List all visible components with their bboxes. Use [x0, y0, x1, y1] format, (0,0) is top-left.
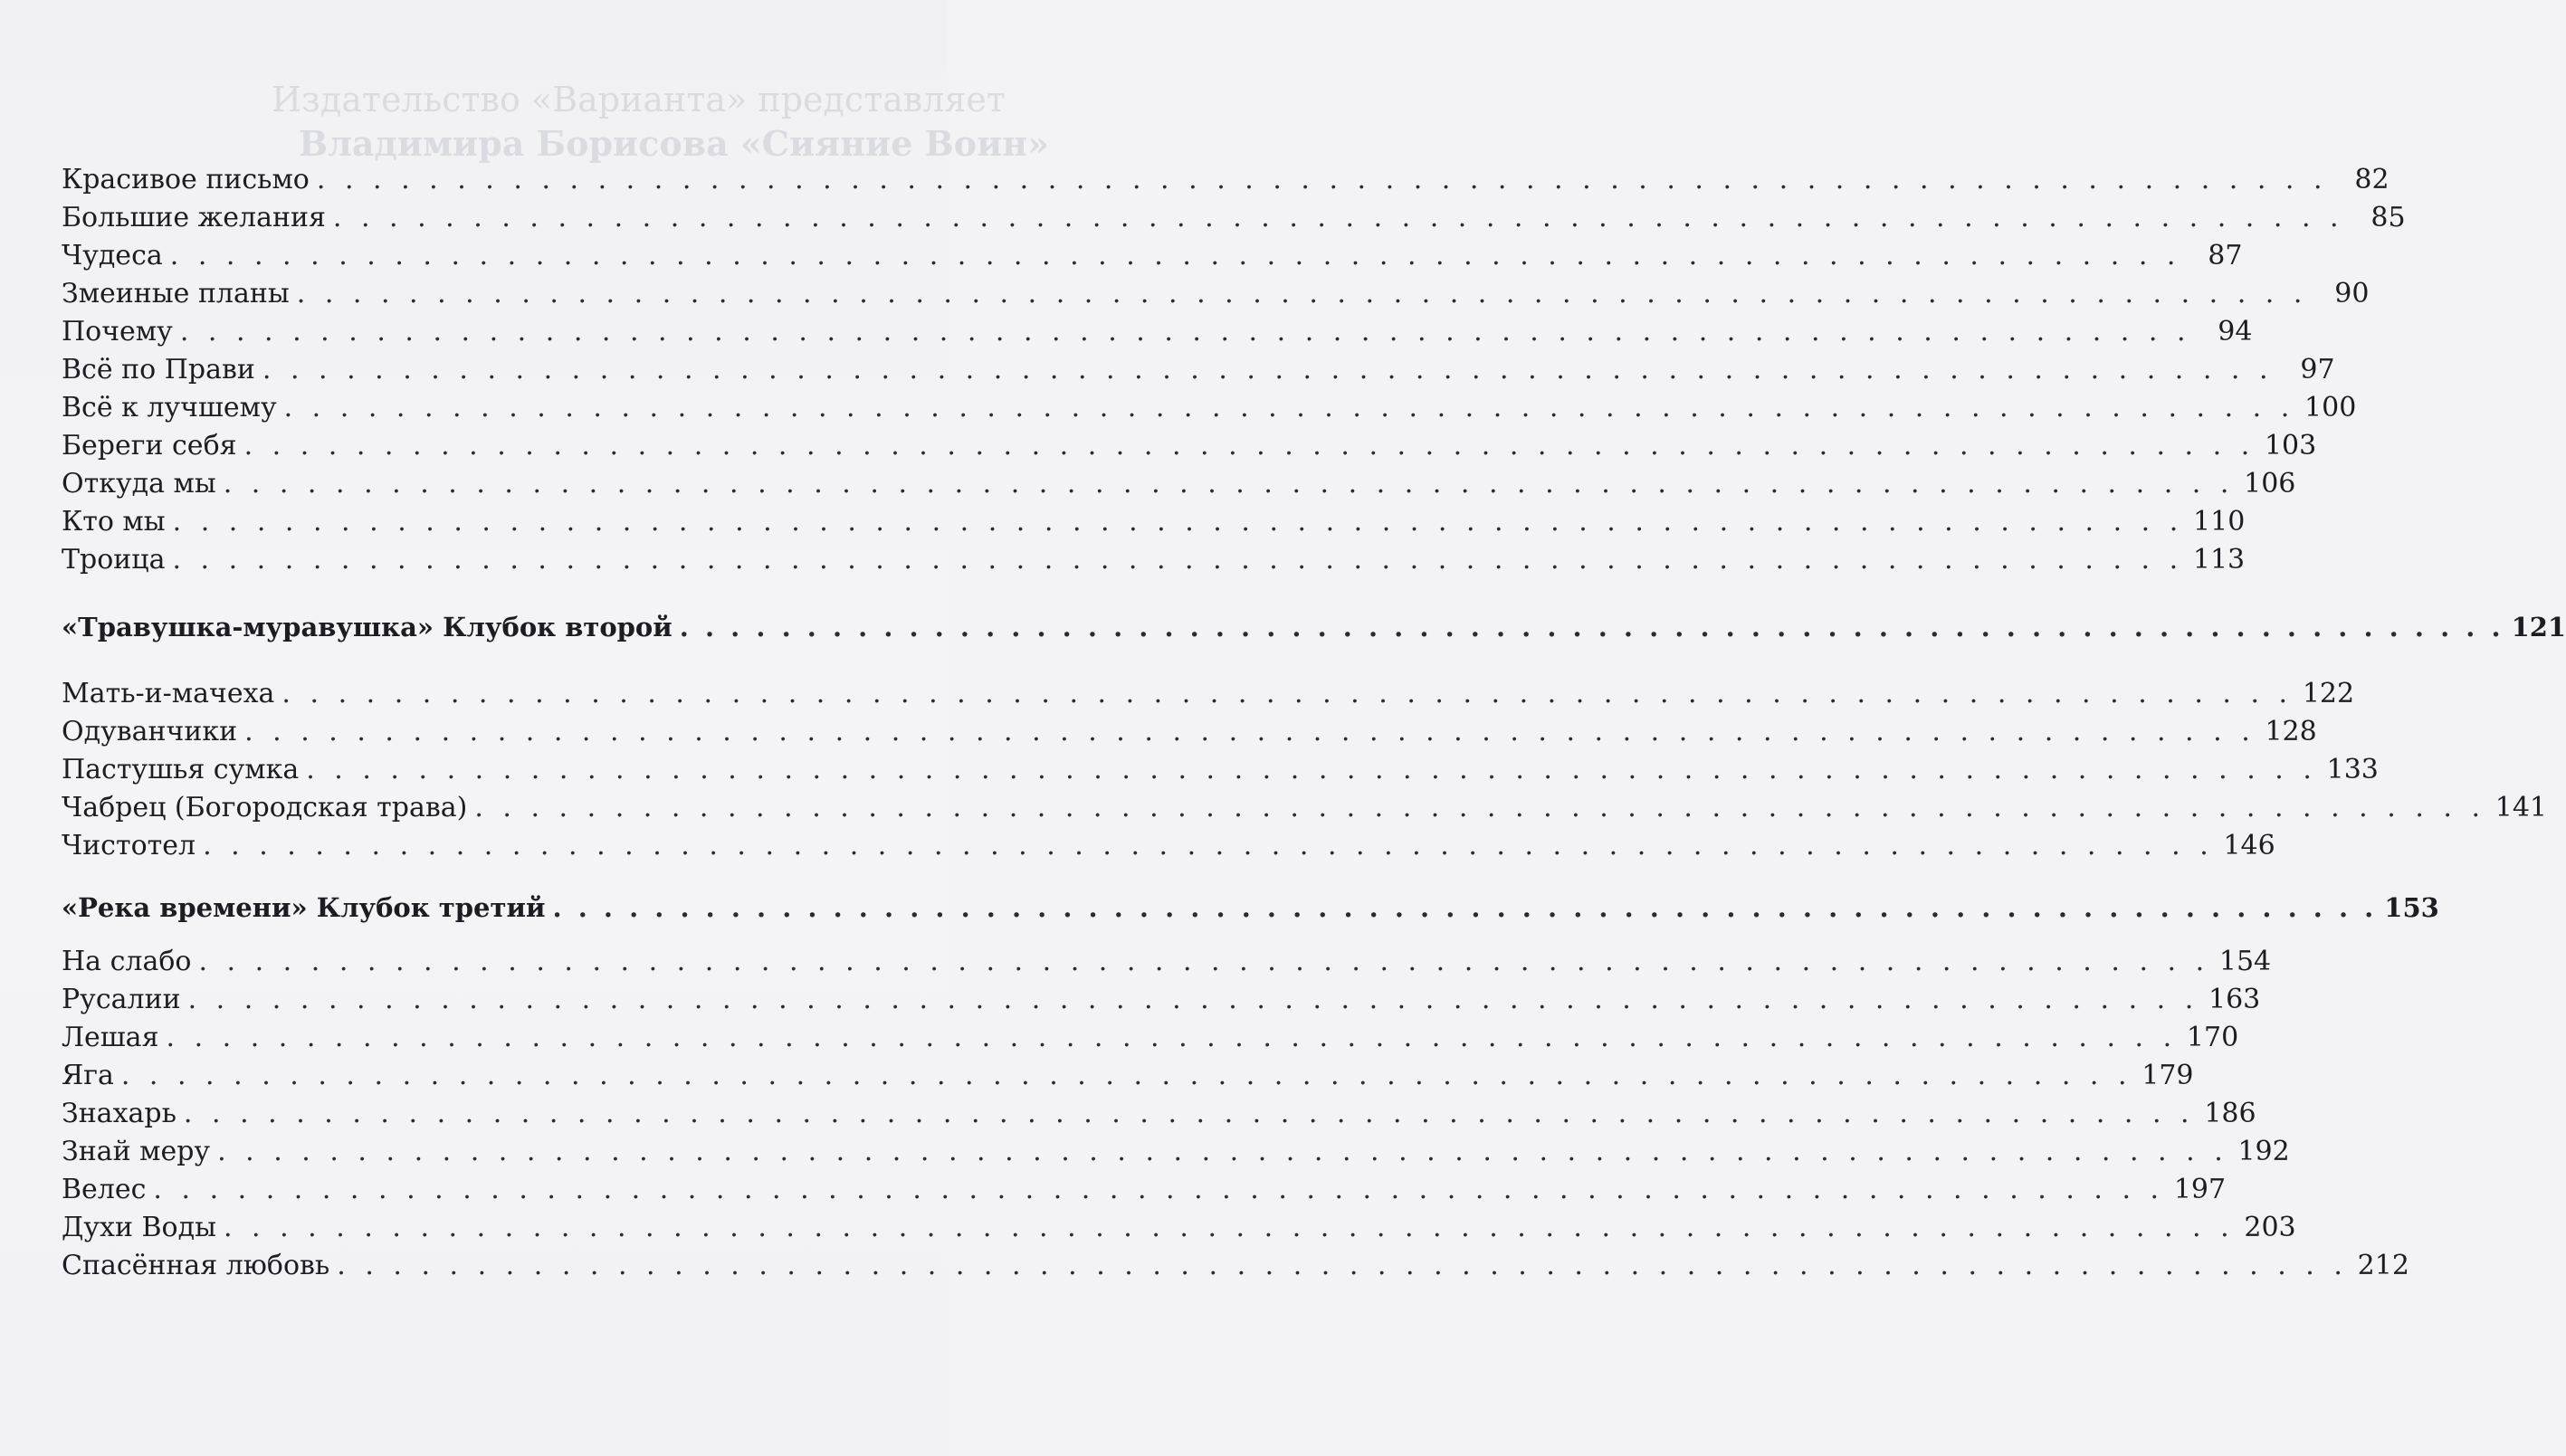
toc-entry-page: 154 — [2218, 946, 2272, 977]
toc-entry — [62, 199, 2406, 237]
dot-leader — [333, 199, 2344, 237]
toc-entry-title: Пастушья сумка — [62, 754, 300, 785]
toc-entry-page: 170 — [2186, 1022, 2239, 1053]
dot-leader — [172, 541, 2183, 579]
dot-leader — [153, 1171, 2164, 1209]
toc-entry — [62, 789, 2547, 827]
toc-entry-page: 103 — [2264, 430, 2317, 462]
dot-leader — [262, 351, 2274, 389]
toc-entry — [62, 943, 2272, 981]
toc-entry — [62, 465, 2296, 503]
spacer — [62, 865, 838, 889]
dot-leader — [198, 943, 2209, 981]
toc-entry-title: Большие желания — [62, 202, 326, 233]
bleed-through-text: Владимира Борисова «Сияние Воин» — [299, 123, 1049, 164]
toc-entry-page: 87 — [2208, 240, 2243, 271]
dot-leader — [680, 608, 2504, 646]
toc-entry-title: Троица — [62, 544, 166, 576]
toc-entry-page: 141 — [2494, 792, 2547, 823]
toc-section-heading — [62, 608, 2566, 646]
toc-entry-page: 186 — [2204, 1098, 2256, 1129]
toc-entry-page: 100 — [2304, 392, 2357, 423]
toc-entry-page: 82 — [2354, 164, 2390, 195]
dot-leader — [167, 1019, 2178, 1057]
dot-leader — [170, 237, 2181, 275]
toc-entry — [62, 541, 2246, 579]
dot-leader — [474, 789, 2485, 827]
toc-entry-page: 192 — [2237, 1136, 2290, 1167]
toc-entry-title: На слабо — [62, 946, 192, 977]
toc-entry-page: 179 — [2142, 1060, 2194, 1091]
toc-entry — [62, 1209, 2296, 1247]
dot-leader — [180, 313, 2191, 351]
dot-leader — [224, 465, 2235, 503]
toc-section-page: 121 — [2511, 612, 2566, 642]
toc-entry-title: Лешая — [62, 1022, 159, 1053]
dot-leader — [217, 1133, 2228, 1171]
toc-entry — [62, 1057, 2194, 1095]
toc-entry-title: Почему — [62, 316, 173, 347]
dot-leader — [553, 889, 2378, 927]
toc-entry — [62, 1247, 2409, 1285]
table-of-contents — [62, 161, 2566, 1285]
toc-entry — [62, 1019, 2239, 1057]
dot-leader — [306, 751, 2317, 789]
toc-entry — [62, 1171, 2227, 1209]
toc-entry-page: 212 — [2357, 1250, 2409, 1281]
toc-entry-page: 133 — [2326, 754, 2379, 785]
dot-leader — [121, 1057, 2132, 1095]
toc-entry-title: Русалии — [62, 984, 181, 1015]
toc-entry — [62, 751, 2379, 789]
toc-entry — [62, 1133, 2290, 1171]
toc-entry-title: Откуда мы — [62, 468, 216, 500]
toc-entry — [62, 351, 2335, 389]
toc-entry — [62, 275, 2370, 313]
toc-entry-title: Всё по Прави — [62, 354, 255, 385]
dot-leader — [244, 713, 2256, 751]
toc-entry-title: Знай меру — [62, 1136, 211, 1167]
toc-entry-page: 110 — [2193, 506, 2246, 538]
toc-entry-page: 85 — [2370, 202, 2406, 233]
toc-entry-title: Змеиные планы — [62, 278, 290, 309]
toc-entry — [62, 675, 2355, 713]
toc-section-title: «Река времени» Клубок третий — [62, 892, 546, 923]
toc-entry-page: 122 — [2302, 678, 2355, 709]
toc-entry — [62, 713, 2317, 751]
toc-entry — [62, 1095, 2256, 1133]
toc-section-page: 153 — [2384, 892, 2439, 923]
toc-entry — [62, 827, 2275, 865]
toc-entry — [62, 981, 2261, 1019]
toc-entry-title: Мать-и-мачеха — [62, 678, 275, 709]
spacer — [62, 579, 838, 608]
toc-entry — [62, 237, 2243, 275]
spacer — [62, 927, 838, 943]
toc-entry-page: 197 — [2173, 1174, 2227, 1205]
dot-leader — [224, 1209, 2235, 1247]
toc-entry-title: Всё к лучшему — [62, 392, 277, 423]
toc-entry-title: Яга — [62, 1060, 114, 1091]
dot-leader — [244, 427, 2256, 465]
toc-entry-page: 128 — [2265, 716, 2317, 747]
toc-entry-title: Береги себя — [62, 430, 237, 462]
toc-entry-page: 90 — [2334, 278, 2370, 309]
toc-entry-title: Знахарь — [62, 1098, 176, 1129]
toc-entry-title: Велес — [62, 1174, 147, 1205]
toc-entry-page: 106 — [2244, 468, 2296, 500]
dot-leader — [297, 275, 2308, 313]
dot-leader — [317, 161, 2328, 199]
dot-leader — [184, 1095, 2195, 1133]
toc-entry — [62, 427, 2317, 465]
toc-entry — [62, 313, 2253, 351]
toc-entry — [62, 503, 2246, 541]
toc-entry-page: 94 — [2218, 316, 2253, 347]
toc-entry-page: 113 — [2192, 544, 2246, 576]
toc-entry-title: Спасённая любовь — [62, 1250, 330, 1281]
dot-leader — [203, 827, 2214, 865]
toc-entry-title: Чудеса — [62, 240, 163, 271]
toc-entry-title: Красивое письмо — [62, 164, 310, 195]
dot-leader — [284, 389, 2295, 427]
toc-entry-page: 146 — [2223, 830, 2275, 861]
spacer — [62, 646, 838, 675]
dot-leader — [173, 503, 2184, 541]
dot-leader — [188, 981, 2199, 1019]
toc-entry-title: Чистотел — [62, 830, 196, 861]
toc-entry-title: Чабрец (Богородская трава) — [62, 792, 468, 823]
dot-leader — [281, 675, 2293, 713]
dot-leader — [337, 1247, 2348, 1285]
toc-entry — [62, 389, 2357, 427]
toc-entry-page: 203 — [2244, 1212, 2296, 1243]
toc-section-title: «Травушка-муравушка» Клубок второй — [62, 612, 673, 642]
toc-entry-title: Духи Воды — [62, 1212, 216, 1243]
toc-entry-page: 97 — [2300, 354, 2335, 385]
bleed-through-text: Издательство «Варианта» представляет — [272, 80, 1006, 119]
toc-entry-title: Одуванчики — [62, 716, 238, 747]
toc-entry-page: 163 — [2208, 984, 2261, 1015]
toc-section-heading — [62, 889, 2439, 927]
toc-entry — [62, 161, 2390, 199]
toc-entry-title: Кто мы — [62, 506, 166, 538]
